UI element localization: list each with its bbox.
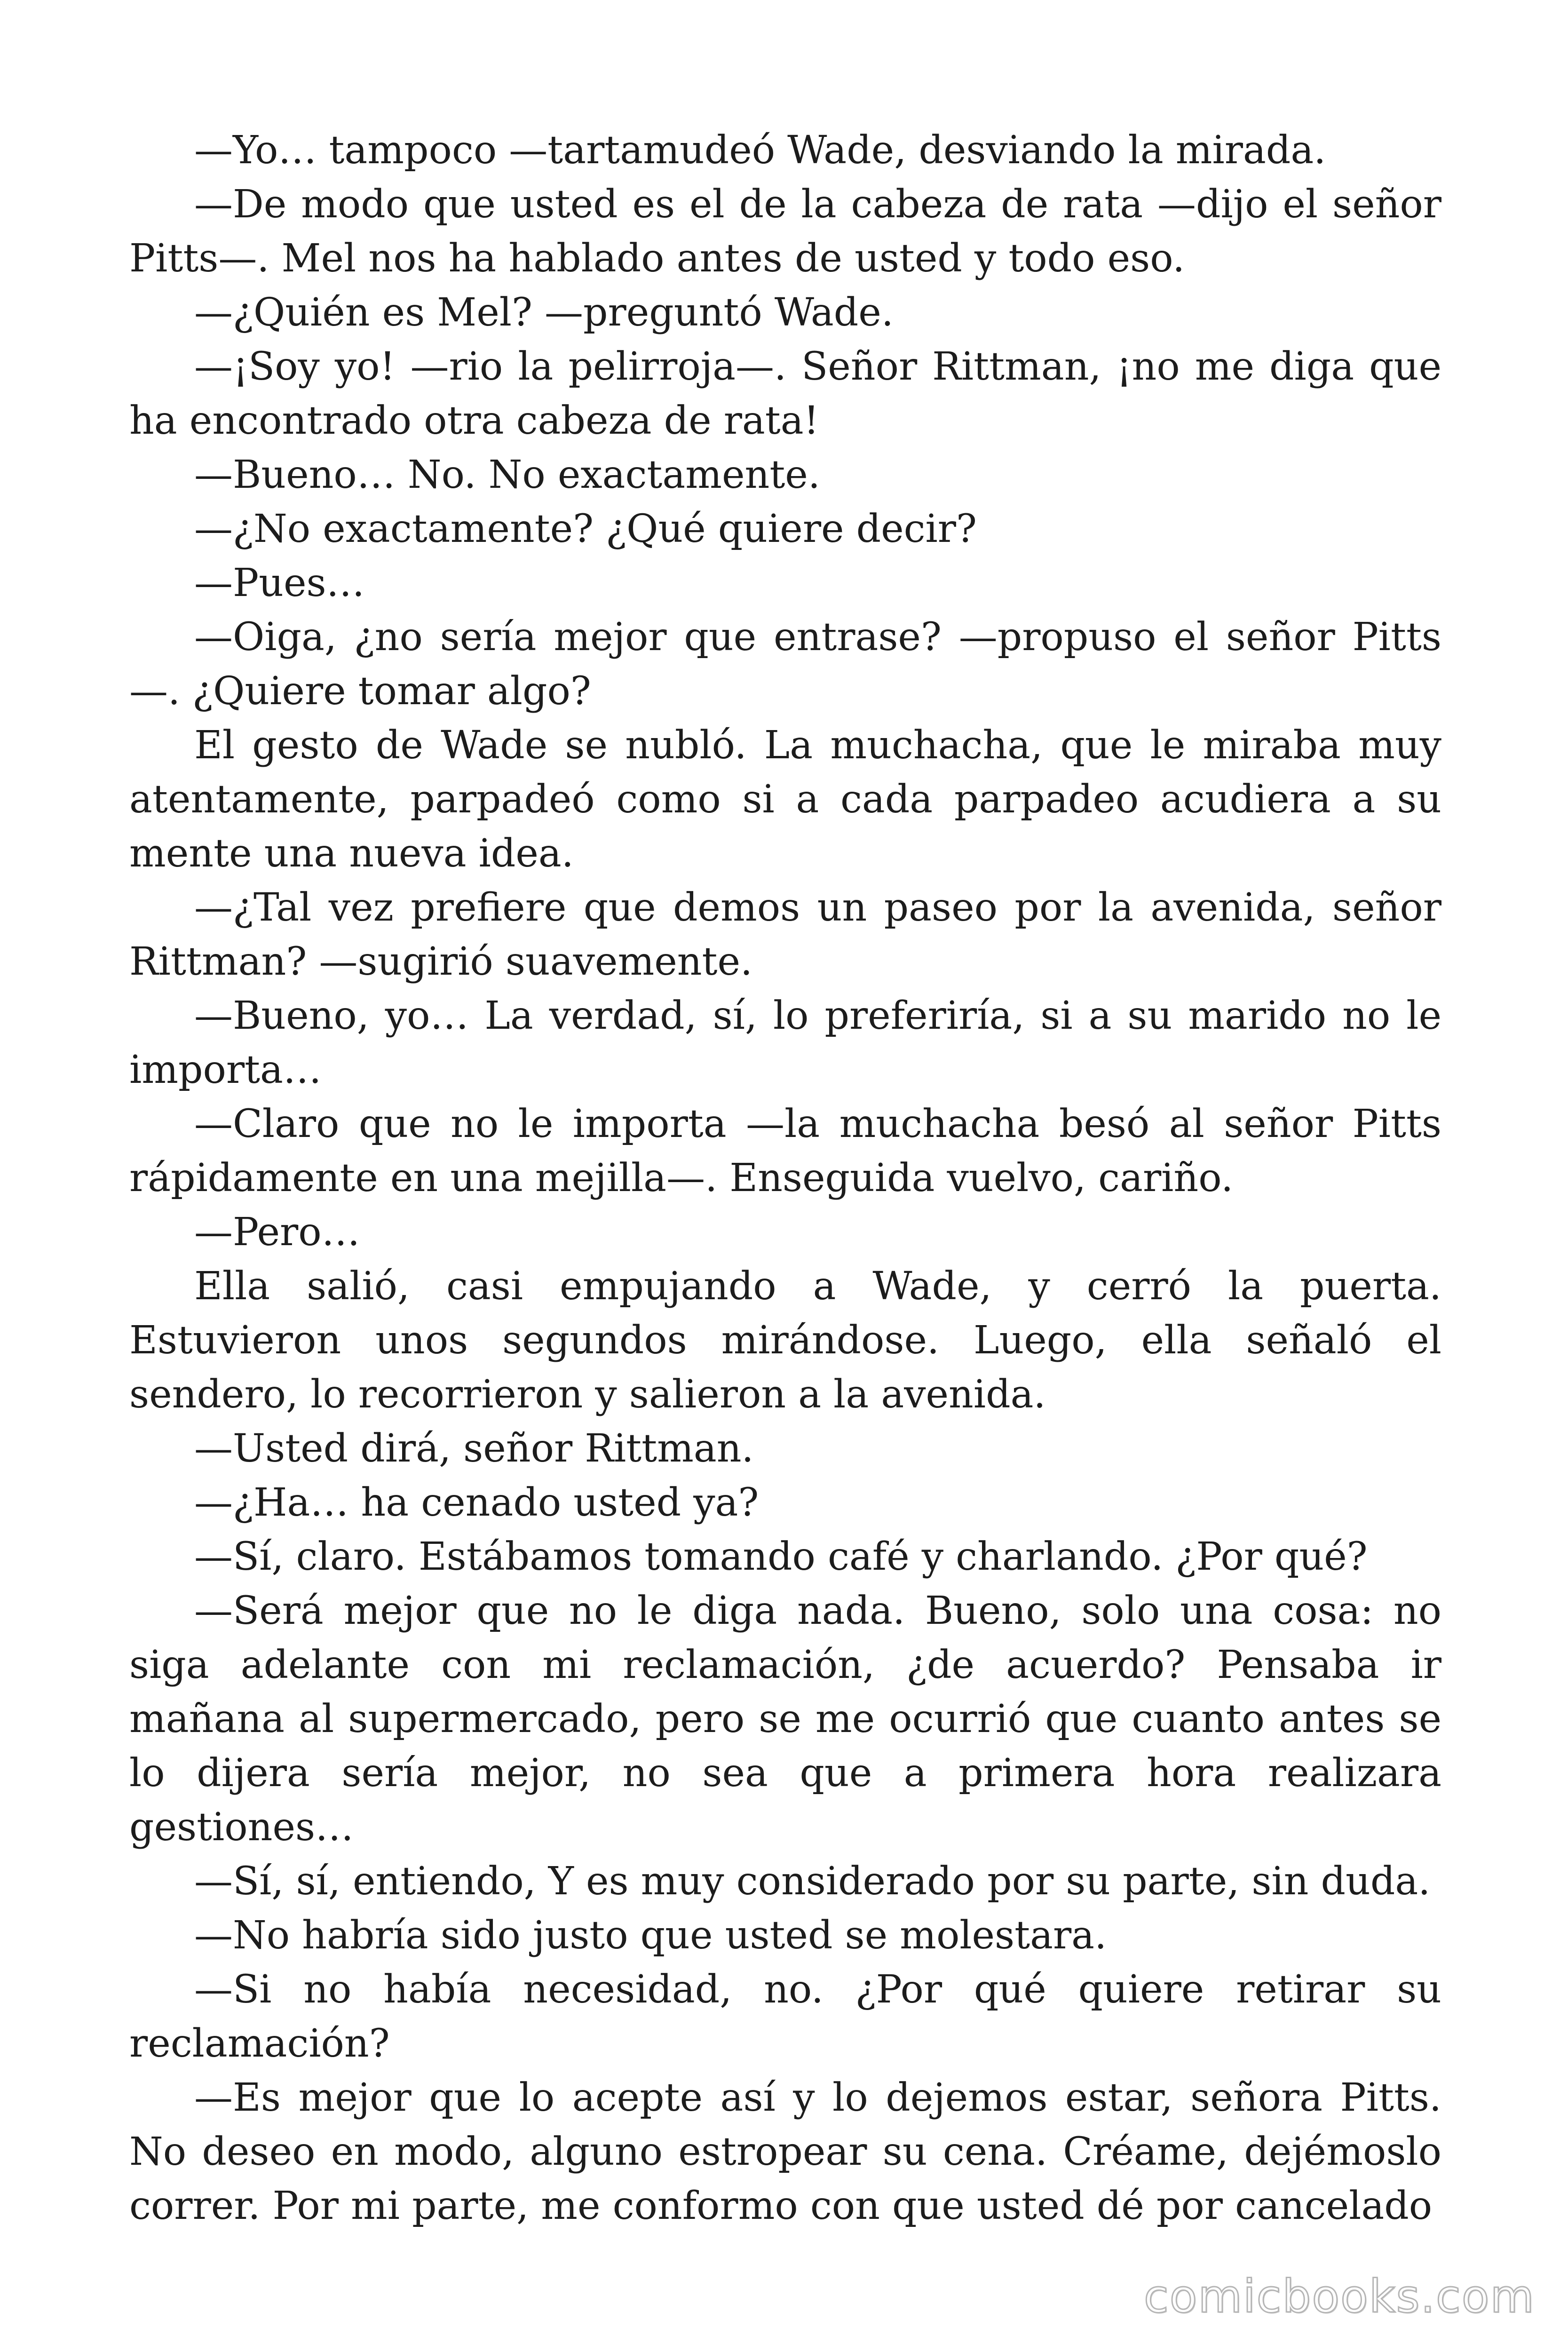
paragraph-20: —No habría sido justo que usted se molestara. xyxy=(194,1913,1107,1958)
paragraph-2: —De modo que usted es el de la cabeza de rata —dijo el señor Pitts—. Mel nos ha hablado antes de usted y todo eso. xyxy=(129,182,1441,281)
paragraph-15: —Usted dirá, señor Rittman. xyxy=(194,1426,754,1471)
paragraph-12: —Claro que no le importa —la muchacha besó al señor Pitts rápidamente en una mejilla—. Enseguida vuelvo, cariño. xyxy=(129,1102,1441,1200)
page-text xyxy=(129,123,1441,2233)
paragraph-10: —¿Tal vez prefiere que demos un paseo por la avenida, señor Rittman? —sugirió suavemente. xyxy=(129,885,1441,984)
paragraph-21: —Si no había necesidad, no. ¿Por qué quiere retirar su reclamación? xyxy=(129,1967,1441,2066)
paragraph-16: —¿Ha… ha cenado usted ya? xyxy=(194,1480,759,1525)
paragraph-18: —Será mejor que no le diga nada. Bueno, solo una cosa: no siga adelante con mi reclamación, ¿de acuerdo? Pensaba ir mañana al supermercado, pero se me ocurrió que cuanto antes se lo dijera sería mejor, no sea que a primera hora realizara gestiones… xyxy=(129,1589,1441,1850)
watermark: comicbooks.com xyxy=(1143,2270,1535,2323)
paragraph-14: Ella salió, casi empujando a Wade, y cerró la puerta. Estuvieron unos segundos mirándose. Luego, ella señaló el sendero, lo recorrieron y salieron a la avenida. xyxy=(129,1264,1441,1417)
paragraph-1: —Yo… tampoco —tartamudeó Wade, desviando la mirada. xyxy=(194,128,1326,173)
paragraph-7: —Pues… xyxy=(194,561,365,605)
paragraph-22: —Es mejor que lo acepte así y lo dejemos estar, señora Pitts. No deseo en modo, alguno estropear su cena. Créame, dejémoslo correr. Por mi parte, me conformo con que usted dé por cancelado xyxy=(129,2075,1441,2228)
paragraph-5: —Bueno… No. No exactamente. xyxy=(194,453,820,497)
paragraph-17: —Sí, claro. Estábamos tomando café y charlando. ¿Por qué? xyxy=(194,1534,1368,1579)
paragraph-6: —¿No exactamente? ¿Qué quiere decir? xyxy=(194,507,977,551)
paragraph-3: —¿Quién es Mel? —preguntó Wade. xyxy=(194,290,894,335)
paragraph-11: —Bueno, yo… La verdad, sí, lo preferiría, si a su marido no le importa… xyxy=(129,993,1441,1092)
paragraph-8: —Oiga, ¿no sería mejor que entrase? —propuso el señor Pitts—. ¿Quiere tomar algo? xyxy=(129,615,1441,714)
paragraph-9: El gesto de Wade se nubló. La muchacha, que le miraba muy atentamente, parpadeó como si a cada parpadeo acudiera a su mente una nueva idea. xyxy=(129,723,1441,876)
paragraph-4: —¡Soy yo! —rio la pelirroja—. Señor Rittman, ¡no me diga que ha encontrado otra cabeza de rata! xyxy=(129,344,1441,443)
paragraph-19: —Sí, sí, entiendo, Y es muy considerado por su parte, sin duda. xyxy=(194,1859,1431,1904)
paragraph-13: —Pero… xyxy=(194,1210,360,1255)
